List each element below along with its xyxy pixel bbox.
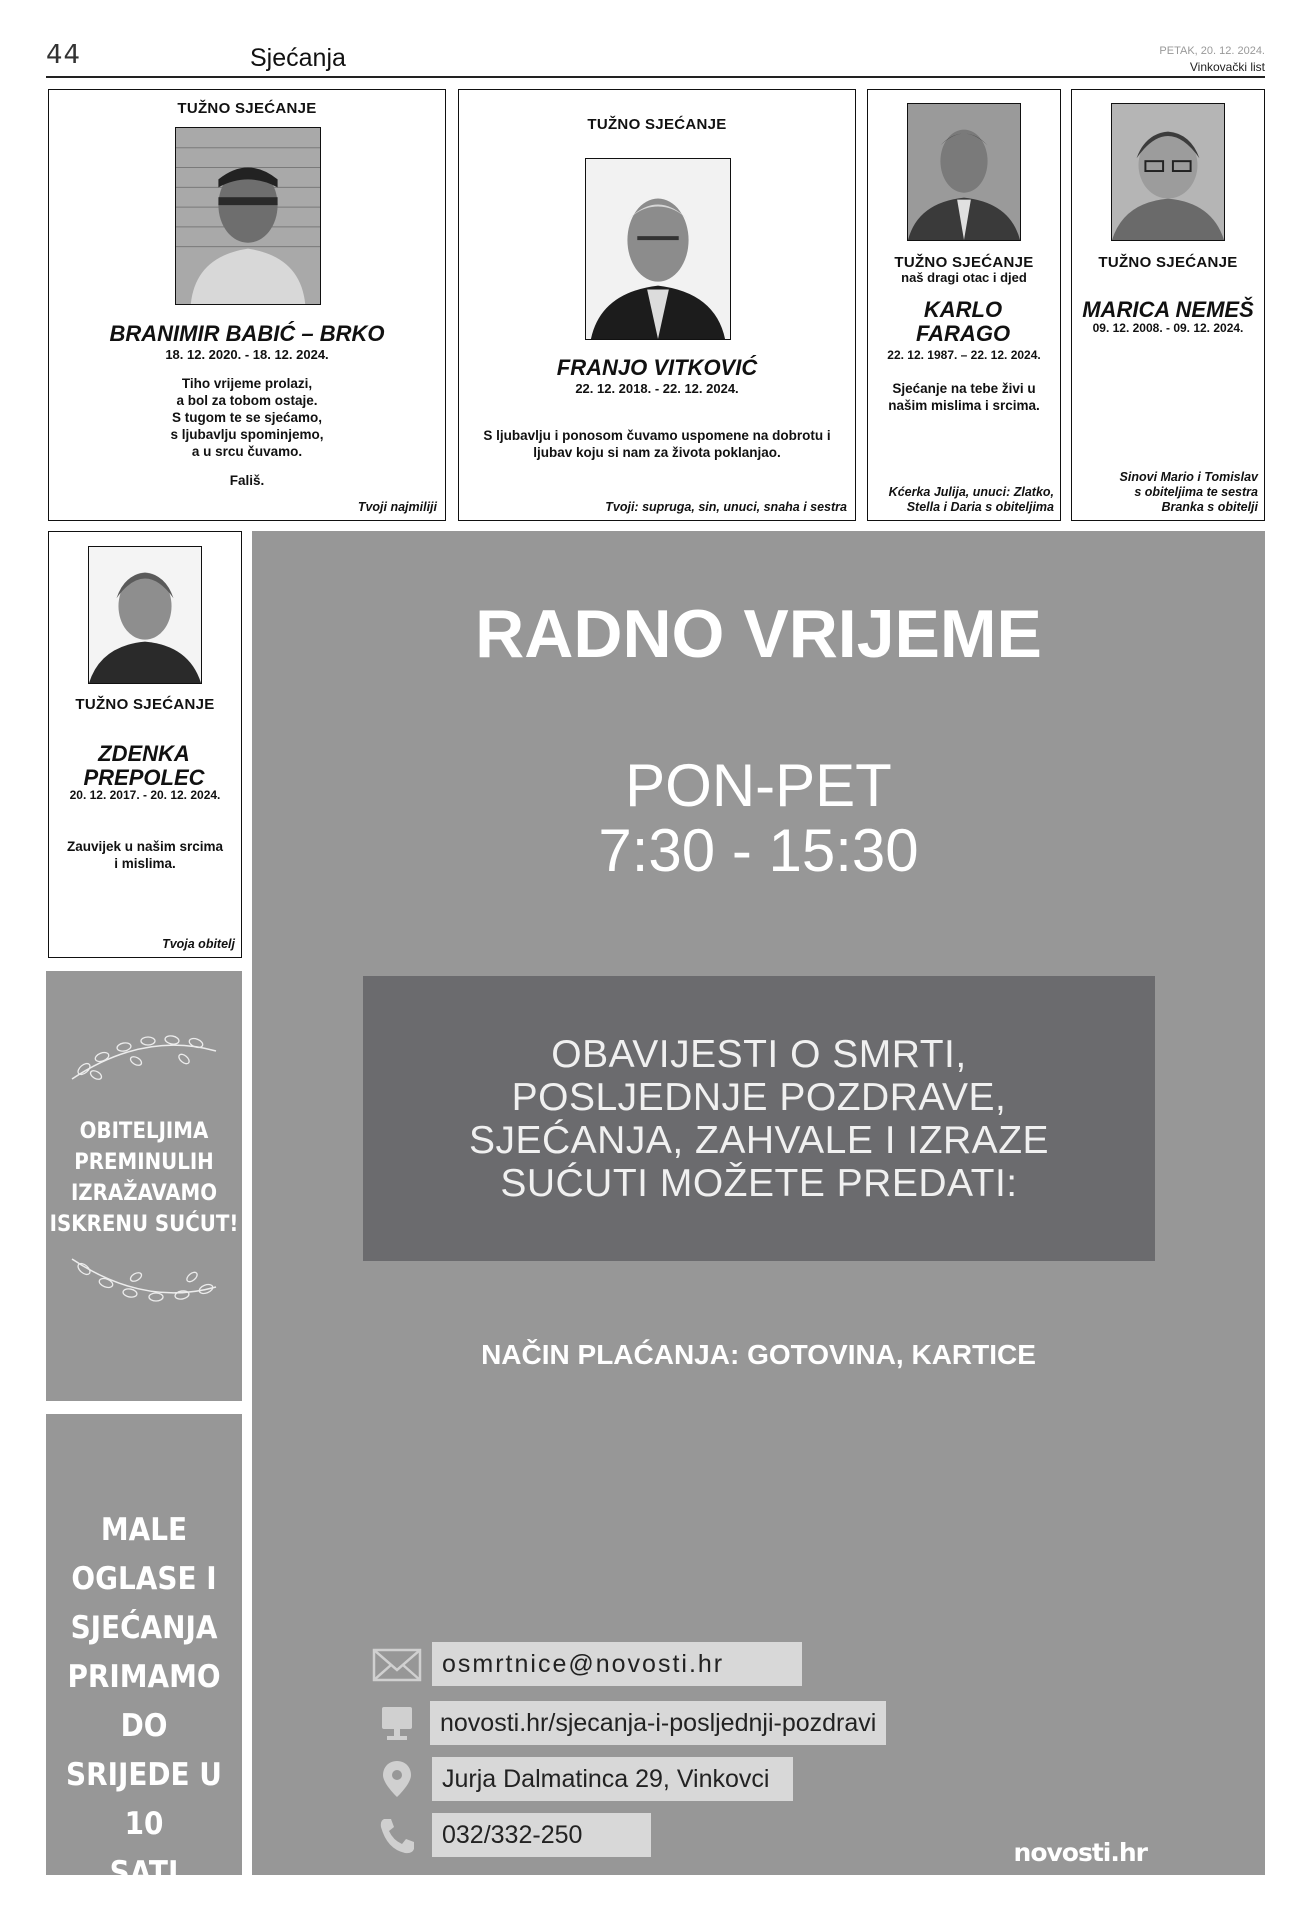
memorial-notice-babic <box>48 89 446 521</box>
brand-logo: novosti.hr <box>1013 1838 1147 1867</box>
notice-heading: TUŽNO SJEĆANJE <box>587 116 727 133</box>
memorial-notice-farago <box>867 89 1061 521</box>
phone-icon <box>372 1813 422 1857</box>
notice-heading: TUŽNO SJEĆANJE <box>1098 254 1238 271</box>
deceased-name: FRANJO VITKOVIĆ <box>556 355 758 380</box>
office-address: Jurja Dalmatinca 29, Vinkovci <box>432 1757 793 1801</box>
notice-signature: Tvoji najmiliji <box>357 500 437 514</box>
classifieds-deadline-box <box>46 1414 242 1891</box>
memorial-notice-prepolec <box>48 531 242 958</box>
office-hours-title: RADNO VRIJEME <box>475 596 1042 672</box>
submission-notice-text: OBAVIJESTI O SMRTI, POSLJEDNJE POZDRAVE, SJEĆANJA, ZAHVALE I IZRAZE SUĆUTI MOŽETE PREDATI: <box>468 1033 1050 1205</box>
submission-notice-box <box>363 976 1155 1261</box>
notice-message: Zauvijek u našim srcima i mislima. <box>66 839 224 871</box>
notice-message: S ljubavlju i ponosom čuvamo uspomene na dobrotu i ljubav koju si nam za života poklanjao. <box>483 428 831 460</box>
notice-closing: Fališ. <box>229 473 265 488</box>
deceased-name: ZDENKA PREPOLEC <box>83 741 205 791</box>
section-title: Sjećanja <box>250 44 346 72</box>
life-dates: 09. 12. 2008. - 09. 12. 2024. <box>1092 321 1244 335</box>
portrait-photo <box>585 158 731 340</box>
leaf-garland-icon <box>66 1031 222 1087</box>
notice-signature: Sinovi Mario i Tomislav s obiteljima te sestra Branka s obitelji <box>1119 470 1258 514</box>
leaf-garland-icon <box>66 1251 222 1307</box>
memorial-notice-vitkovic <box>458 89 856 521</box>
notice-subheading: naš dragi otac i djed <box>901 270 1027 285</box>
notice-signature: Tvoji: supruga, sin, unuci, snaha i sestra <box>605 500 847 514</box>
header-rule <box>46 76 1265 78</box>
memorial-notice-nemes <box>1071 89 1265 521</box>
condolence-text: OBITELJIMA PREMINULIH IZRAŽAVAMO ISKRENU SUĆUT! <box>49 1119 239 1237</box>
payment-methods: NAČIN PLAĆANJA: GOTOVINA, KARTICE <box>481 1339 1036 1370</box>
issue-date: PETAK, 20. 12. 2024. <box>1159 45 1265 57</box>
publication-name: Vinkovački list <box>1189 60 1265 74</box>
classifieds-text: MALE OGLASE I SJEĆANJA PRIMAMO DO SRIJEDE U 10 SATI <box>66 1512 222 1891</box>
portrait-photo <box>1111 103 1225 241</box>
office-info-panel <box>252 531 1265 1875</box>
envelope-icon <box>372 1642 422 1686</box>
life-dates: 22. 12. 2018. - 22. 12. 2024. <box>575 381 739 396</box>
notice-heading: TUŽNO SJEĆANJE <box>177 100 317 117</box>
monitor-icon <box>372 1701 422 1745</box>
notice-signature: Kćerka Julija, unuci: Zlatko, Stella i Daria s obiteljima <box>888 485 1054 514</box>
office-hours: 7:30 - 15:30 <box>598 817 919 884</box>
phone-number[interactable]: 032/332-250 <box>432 1813 651 1857</box>
notice-heading: TUŽNO SJEĆANJE <box>894 254 1034 271</box>
notice-message: Tiho vrijeme prolazi, a bol za tobom ostaje. S tugom te se sjećamo, s ljubavlju spominjemo, a u srcu čuvamo. <box>170 376 324 459</box>
deceased-name: MARICA NEMEŠ <box>1082 297 1254 322</box>
deceased-name: KARLO FARAGO <box>915 297 1011 347</box>
portrait-photo <box>88 546 202 684</box>
notice-heading: TUŽNO SJEĆANJE <box>75 696 215 713</box>
email-address[interactable]: osmrtnice@novosti.hr <box>432 1642 802 1686</box>
life-dates: 22. 12. 1987. – 22. 12. 2024. <box>887 348 1041 362</box>
location-pin-icon <box>372 1757 422 1801</box>
notice-signature: Tvoja obitelj <box>162 937 235 951</box>
office-days: PON-PET <box>625 752 892 819</box>
condolence-box <box>46 971 242 1401</box>
portrait-photo <box>175 127 321 305</box>
notice-message: Sjećanje na tebe živi u našim mislima i srcima. <box>888 381 1040 413</box>
page-number: 44 <box>46 40 82 70</box>
deceased-name: BRANIMIR BABIĆ – BRKO <box>109 321 385 346</box>
website-url[interactable]: novosti.hr/sjecanja-i-posljednji-pozdravi <box>430 1701 886 1745</box>
life-dates: 20. 12. 2017. - 20. 12. 2024. <box>69 788 221 802</box>
portrait-photo <box>907 103 1021 241</box>
life-dates: 18. 12. 2020. - 18. 12. 2024. <box>165 347 329 362</box>
